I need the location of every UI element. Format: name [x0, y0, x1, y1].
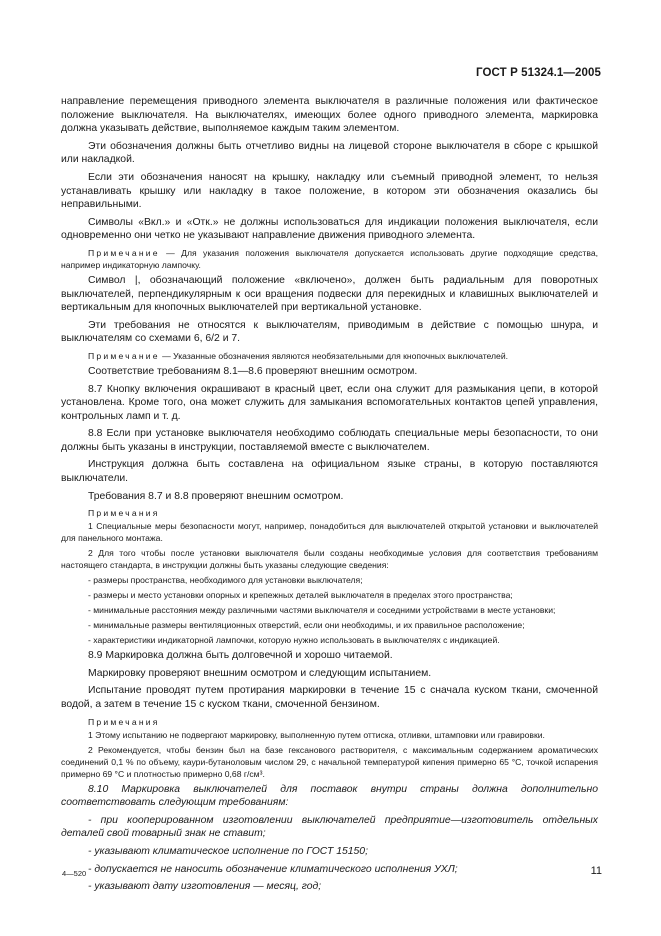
body-paragraph: 8.9 Маркировка должна быть долговечной и хорошо читаемой.: [88, 650, 393, 662]
note-paragraph: [61, 247, 598, 271]
notes-heading: [61, 716, 598, 728]
italic-paragraph: 8.10 Маркировка выключателей для поставок внутри страны должна дополнительно соответствовать следующим требованиям:: [61, 783, 598, 809]
body-paragraph: Испытание проводят путем протирания маркировки в течение 15 с сначала куском ткани, смоченной водой, а затем в течение 15 с куском ткани, смоченной бензином.: [61, 685, 598, 711]
note-item: - размеры и место установки опорных и крепежных деталей выключателя в пределах этого пространства;: [88, 590, 513, 601]
body-paragraph: Символы «Вкл.» и «Отк.» не должны использоваться для индикации положения выключателя, если одновременно они четко не указывают направление движения приводного элемента.: [61, 216, 598, 242]
body-paragraph: направление перемещения приводного элемента выключателя в различные положения или фактическое положение выключателя. На выключателях, имеющих более одного приводного элемента, маркировка должна указывать действие, выполняемое каждым таким элементом.: [61, 96, 598, 135]
note-item: 1 Этому испытанию не подвергают маркировку, выполненную путем оттиска, отливки, штамповки или гравировки.: [88, 729, 545, 740]
note-label: Примечание: [88, 350, 160, 361]
note-paragraph: [61, 350, 598, 362]
note-text: — Указанные обозначения являются необязательными для кнопочных выключателей.: [159, 350, 509, 361]
note-label: Примечание: [88, 247, 160, 258]
note-item: - минимальные расстояния между различными частями выключателя и соседними устройствами в месте установки;: [88, 605, 556, 616]
note-item: - минимальные размеры вентиляционных отверстий, если они необходимы, и их правильное расположение;: [88, 620, 525, 631]
body-paragraph: Эти требования не относятся к выключателям, приводимым в действие с помощью шнура, и выключателям со схемами 6, 6/2 и 7.: [61, 319, 598, 345]
italic-paragraph: - допускается не наносить обозначение климатического исполнения УХЛ;: [88, 863, 458, 875]
italic-paragraph: - при кооперированном изготовлении выключателей предприятие—изготовитель отдельных деталей свой товарный знак не ставит;: [61, 814, 598, 840]
italic-paragraph: - указывают дату изготовления — месяц, год;: [88, 881, 322, 893]
note-item: - размеры пространства, необходимого для установки выключателя;: [88, 575, 363, 586]
note-text: — Для указания положения выключателя допускается использовать другие подходящие средства, например индикаторную лампочку.: [61, 247, 598, 270]
notes-heading-label: Примечания: [88, 716, 160, 727]
note-item: 2 Рекомендуется, чтобы бензин был на базе гексанового растворителя, с максимальным содержанием ароматических соединений 0,1 % по объему, каури-бутаноловым числом 29, с начальной температурой кипения примерно 65 °С, точкой испарения примерно 69 °С и плотностью примерно 0,68 г/см³.: [61, 744, 598, 779]
standard-header: ГОСТ Р 51324.1—2005: [476, 67, 601, 79]
body-paragraph: Если эти обозначения наносят на крышку, накладку или съемный приводной элемент, то нельзя устанавливать крышку или накладку в такое положение, в котором эти обозначения оказались бы неправильными.: [61, 171, 598, 211]
note-item: 2 Для того чтобы после установки выключателя были созданы необходимые условия для соответствия требованиям настоящего стандарта, в инструкции должны быть указаны следующие сведения:: [61, 548, 598, 571]
italic-paragraph: - указывают климатическое исполнение по ГОСТ 15150;: [88, 846, 368, 857]
body-paragraph: Инструкция должна быть составлена на официальном языке страны, в которую поставляются выключатели.: [61, 459, 598, 485]
document-body: [61, 95, 598, 898]
body-paragraph: Требования 8.7 и 8.8 проверяют внешним осмотром.: [88, 490, 344, 502]
body-paragraph: Соответствие требованиям 8.1—8.6 проверяют внешним осмотром.: [88, 365, 418, 377]
body-paragraph: Маркировку проверяют внешним осмотром и следующим испытанием.: [88, 667, 432, 679]
print-code: 4—520: [62, 869, 87, 878]
body-paragraph: 8.8 Если при установке выключателя необходимо соблюдать специальные меры безопасности, то они должны быть указаны в инструкции, поставляемой вместе с выключателем.: [61, 428, 598, 453]
page-number: 11: [590, 865, 602, 877]
notes-heading-label: Примечания: [88, 508, 160, 519]
body-paragraph: Эти обозначения должны быть отчетливо видны на лицевой стороне выключателя в сборе с крышкой или накладкой.: [61, 140, 598, 166]
notes-heading: [61, 507, 598, 519]
note-item: 1 Специальные меры безопасности могут, например, понадобиться для выключателей открытой установки и выключателей для панельного монтажа.: [61, 521, 598, 544]
body-paragraph: 8.7 Кнопку включения окрашивают в красный цвет, если она служит для размыкания цепи, в которой установлена. Кроме того, она может служить для замыкания вспомогательных контактов цепей управления, контрольных ламп и т. д.: [61, 383, 598, 422]
body-paragraph: Символ |, обозначающий положение «включено», должен быть радиальным для поворотных выключателей, перпендикулярным к оси вращения подвески для перекидных и клавишных выключателей и вертикальным для кнопочных выключателей при вертикальной установке.: [61, 274, 598, 314]
note-item: - характеристики индикаторной лампочки, которую нужно использовать в выключателях с индикацией.: [88, 635, 500, 646]
